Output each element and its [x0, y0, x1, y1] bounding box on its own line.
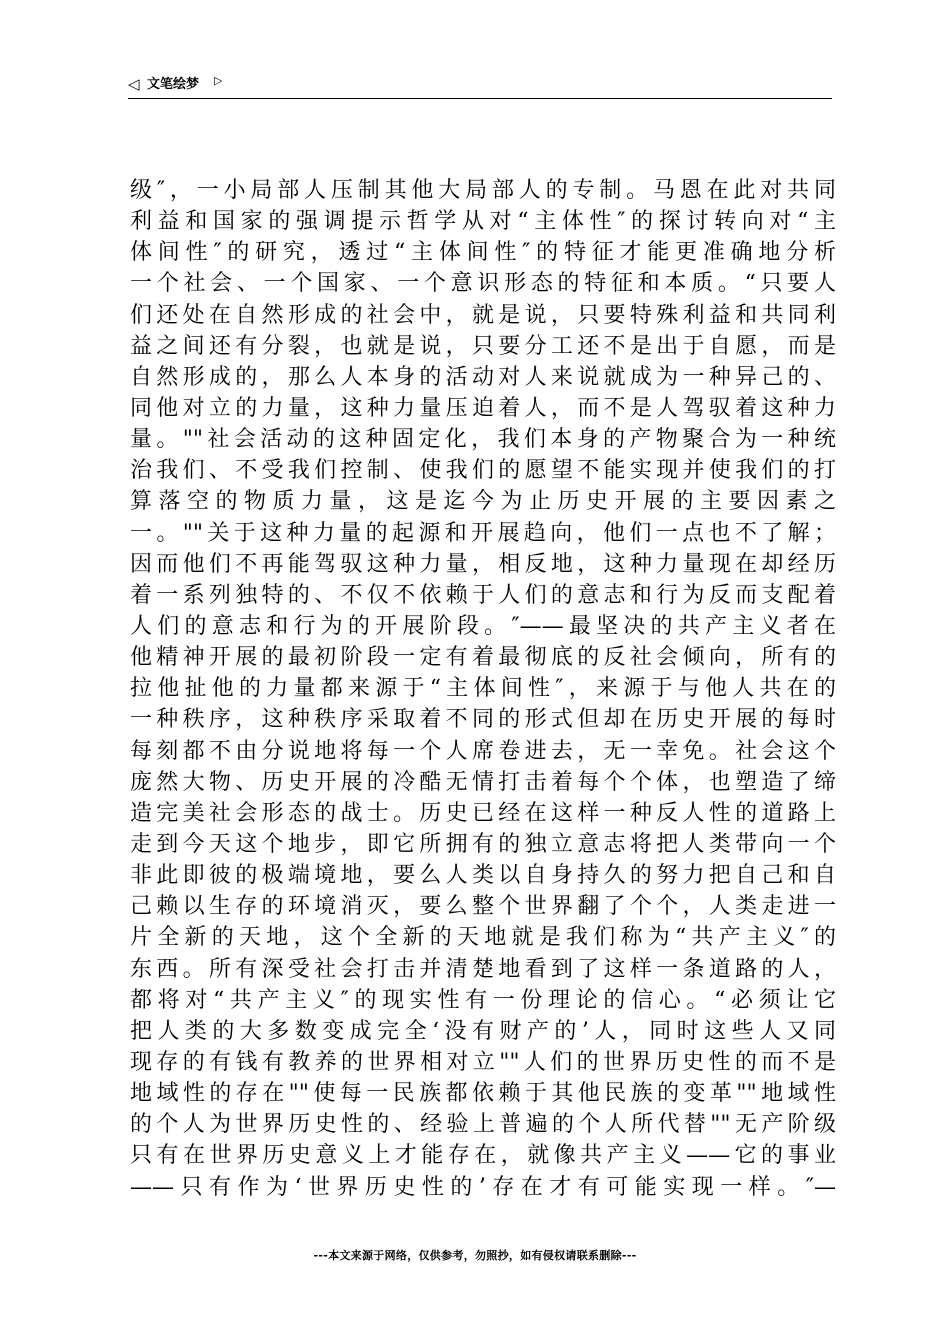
text-line: 级″，一小局部人压制其他大局部人的专制。马恩在此对共同	[130, 178, 836, 203]
text-line: 同他对立的力量，这种力量压迫着人，而不是人驾驭着这种力	[130, 395, 836, 421]
text-line: 治我们、不受我们控制、使我们的愿望不能实现并使我们的打	[130, 458, 836, 484]
text-line: 片全新的天地，这个全新的天地就是我们称为“共产主义″的	[130, 925, 836, 951]
text-line: 只有在世界历史意义上才能存在，就像共产主义——它的事业	[130, 1143, 836, 1169]
footer-disclaimer: ---本文来源于网络，仅供参考，勿照抄，如有侵权请联系删除---	[313, 1249, 637, 1262]
text-line: 现存的有钱有教养的世界相对立""人们的世界历史性的而不是	[130, 1049, 836, 1075]
text-line: 造完美社会形态的战士。历史已经在这样一种反人性的道路上	[130, 800, 836, 826]
text-line: ——只有作为‘世界历史性的’存在才有可能实现一样。″—	[130, 1174, 836, 1200]
text-line: 体间性″的研究，透过“主体间性″的特征才能更准确地分析	[130, 240, 836, 266]
text-line: 拉他扯他的力量都来源于“主体间性″，来源于与他人共在的	[130, 676, 836, 702]
text-line: 因而他们不再能驾驭这种力量，相反地，这种力量现在却经历	[130, 551, 836, 577]
text-line: 每刻都不由分说地将每一个人席卷进去，无一幸免。社会这个	[130, 738, 836, 764]
text-line: 己赖以生存的环境消灭，要么整个世界翻了个个，人类走进一	[130, 894, 836, 920]
text-line: 益之间还有分裂，也就是说，只要分工还不是出于自愿，而是	[130, 333, 836, 359]
text-line: 地域性的存在""使每一民族都依赖于其他民族的变革""地域性	[130, 1081, 836, 1107]
text-line: 他精神开展的最初阶段一定有着最彻底的反社会倾向，所有的	[130, 645, 836, 671]
text-line: 自然形成的，那么人本身的活动对人来说就成为一种异己的、	[130, 364, 836, 390]
text-line: 们还处在自然形成的社会中，就是说，只要特殊利益和共同利	[130, 302, 836, 328]
header-title: 文笔绘梦	[147, 77, 200, 92]
text-line: 的个人为世界历史性的、经验上普遍的个人所代替""无产阶级	[130, 1112, 836, 1138]
text-line: 着一系列独特的、不仅不依赖于人们的意志和行为反而支配着	[130, 582, 836, 608]
text-line: 把人类的大多数变成完全‘没有财产的’人，同时这些人又同	[130, 1018, 836, 1044]
text-line: 走到今天这个地步，即它所拥有的独立意志将把人类带向一个	[130, 831, 836, 857]
text-line: 一种秩序，这种秩序采取着不同的形式但却在历史开展的每时	[130, 707, 836, 733]
body-text	[130, 175, 836, 1203]
text-line: 一。""关于这种力量的起源和开展趋向，他们一点也不了解；	[130, 520, 836, 546]
left-triangle-icon: ◁	[128, 75, 140, 93]
text-line: 一个社会、一个国家、一个意识形态的特征和本质。“只要人	[130, 271, 836, 297]
text-line: 非此即彼的极端境地，要么人类以自身持久的努力把自己和自	[130, 863, 836, 889]
page-header	[128, 74, 832, 99]
text-line: 算落空的物质力量，这是迄今为止历史开展的主要因素之	[130, 489, 836, 515]
text-line: 庞然大物、历史开展的冷酷无情打击着每个个体，也塑造了缔	[130, 769, 836, 795]
text-line: 利益和国家的强调提示哲学从对“主体性″的探讨转向对“主	[130, 209, 836, 235]
text-line: 都将对“共产主义″的现实性有一份理论的信心。“必须让它	[130, 987, 836, 1013]
right-triangle-icon: ▷	[214, 74, 223, 87]
text-line: 量。""社会活动的这种固定化，我们本身的产物聚合为一种统	[130, 427, 836, 453]
text-line: 人们的意志和行为的开展阶段。″——最坚决的共产主义者在	[130, 613, 836, 639]
text-line: 东西。所有深受社会打击并清楚地看到了这样一条道路的人，	[130, 956, 836, 982]
